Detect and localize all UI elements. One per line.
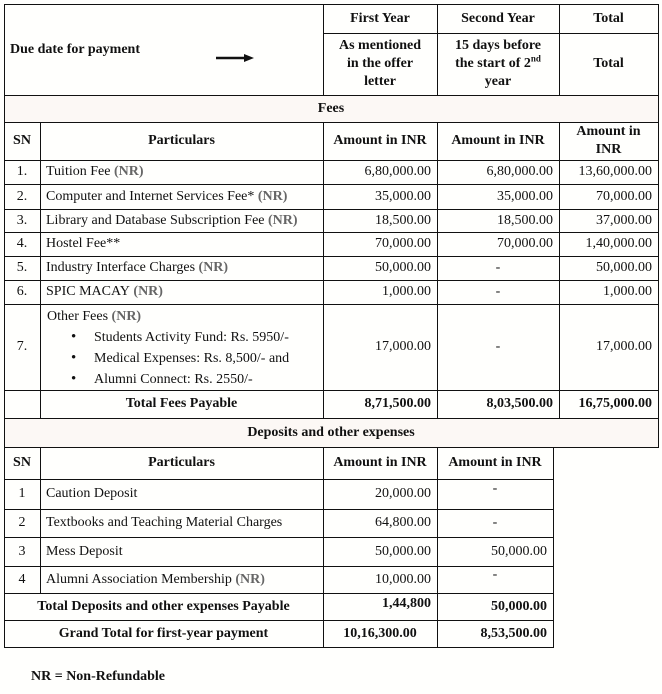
deposits-col-sn (4, 447, 40, 479)
col-second-year-text: Second Year (461, 10, 535, 26)
deposits-col-sn-text: SN (13, 455, 31, 470)
row-amount-first: 20,000.00 (375, 486, 431, 501)
row-amount-total: 37,000.00 (596, 212, 652, 228)
row-particulars (40, 280, 323, 304)
row-amount-second: 70,000.00 (497, 236, 553, 251)
row-sn: 6. (16, 284, 28, 299)
deposits-col-amount-first-text: Amount in INR (333, 455, 427, 470)
row-amount-total: 1,40,000.00 (585, 236, 652, 251)
fees-col-particulars (40, 122, 323, 160)
row-amount-first: 6,80,000.00 (364, 164, 431, 179)
fees-total-label: Total Fees Payable (125, 396, 238, 411)
row-amount-first: 64,800.00 (375, 515, 431, 530)
footnote-nr: NR = Non-Refundable (31, 669, 165, 684)
fees-total-first: 8,71,500.00 (364, 396, 431, 411)
row-particulars (40, 537, 323, 566)
fees-col-amount-first-text: Amount in INR (333, 133, 427, 148)
row-label: Industry Interface Charges (46, 260, 196, 275)
other-fees-item: • Students Activity Fund: Rs. 5950/- (94, 327, 317, 348)
nr-badge: (NR) (133, 284, 163, 299)
row-label: SPIC MACAY (46, 284, 130, 299)
right-arrow-icon (216, 53, 254, 63)
ordinal-suffix: nd (530, 53, 541, 64)
row-particulars (40, 209, 323, 232)
row-label: Computer and Internet Services Fee* (46, 188, 255, 204)
fees-col-particulars-text: Particulars (148, 133, 215, 148)
nr-badge: (NR) (268, 212, 298, 228)
nr-badge: (NR) (198, 260, 229, 275)
row-amount-total: 70,000.00 (596, 188, 652, 204)
grand-total-label: Grand Total for first-year payment (58, 625, 269, 641)
row-amount-second: - (492, 481, 498, 496)
col-second-year-header (437, 4, 559, 33)
deposits-section-title-text: Deposits and other expenses (247, 424, 415, 440)
deposits-section-title (4, 418, 658, 447)
fees-col-amount-second-text: Amount in INR (451, 133, 545, 148)
row-sn: 5. (16, 260, 28, 275)
grand-total-first: 10,16,300.00 (343, 625, 417, 641)
row-amount-second: 35,000.00 (497, 188, 553, 204)
row-amount-first: 35,000.00 (375, 188, 431, 204)
fees-col-sn (4, 122, 40, 160)
row-label: Hostel Fee** (46, 236, 121, 251)
row-particulars (40, 566, 323, 593)
row-particulars (40, 479, 323, 509)
fees-section-title-text: Fees (317, 100, 345, 116)
nr-badge: (NR) (111, 309, 142, 324)
row-amount-second: - (495, 284, 501, 299)
due-total-text: Total (593, 56, 624, 71)
fees-total-second: 8,03,500.00 (486, 396, 553, 411)
row-amount-second: - (492, 515, 498, 530)
nr-badge: (NR) (235, 571, 265, 587)
row-sn: 7. (16, 339, 28, 354)
fees-col-amount-total-line: INR (595, 142, 622, 157)
row-label: Mess Deposit (46, 543, 123, 559)
due-first-year-line: letter (364, 74, 396, 89)
row-sn: 4 (18, 571, 26, 587)
row-amount-second: - (495, 339, 501, 354)
row-label: Other Fees (47, 309, 109, 324)
row-amount-second: 6,80,000.00 (486, 164, 553, 179)
fees-col-sn-text: SN (13, 133, 31, 148)
row-sn: 3 (18, 543, 26, 559)
row-label: Caution Deposit (46, 486, 138, 501)
other-fees-item: • Medical Expenses: Rs. 8,500/- and (94, 348, 317, 369)
fees-col-amount-second (437, 122, 559, 160)
col-first-year-header (323, 4, 437, 33)
row-sn: 3. (16, 212, 28, 228)
row-particulars-other (40, 304, 323, 390)
row-sn: 2 (18, 515, 26, 530)
row-label: Tuition Fee (46, 164, 111, 179)
fees-col-amount-first (323, 122, 437, 160)
row-sn: 1 (18, 486, 26, 501)
row-particulars (40, 160, 323, 184)
row-label: Library and Database Subscription Fee (46, 212, 265, 228)
col-total-text: Total (593, 10, 624, 26)
nr-badge: (NR) (113, 164, 144, 179)
row-amount-first: 1,000.00 (382, 284, 431, 299)
row-amount-second: - (492, 566, 498, 582)
due-second-year-line: 15 days before (454, 38, 542, 53)
row-sn: 2. (16, 188, 28, 204)
row-particulars (40, 232, 323, 256)
row-amount-second: 18,500.00 (497, 212, 553, 228)
col-total-header (559, 4, 658, 33)
other-fees-item: • Alumni Connect: Rs. 2550/- (94, 369, 317, 390)
due-date-label-text: Due date for payment (10, 41, 141, 57)
deposits-col-amount-second-text: Amount in INR (448, 455, 542, 470)
due-second-year-line (455, 55, 541, 73)
due-date-label (4, 4, 204, 95)
row-amount-second: 50,000.00 (491, 543, 547, 559)
row-amount-first: 50,000.00 (375, 260, 431, 275)
row-amount-first: 18,500.00 (375, 212, 431, 228)
nr-badge: (NR) (257, 188, 288, 204)
deposits-total-second: 50,000.00 (491, 598, 547, 614)
row-particulars (40, 509, 323, 537)
deposits-col-particulars-text: Particulars (148, 455, 215, 470)
deposits-total-first: 1,44,800 (382, 595, 431, 611)
due-second-year-line: year (484, 74, 512, 89)
grand-total-second: 8,53,500.00 (480, 625, 547, 641)
other-fees-heading (47, 307, 317, 327)
due-first-year-line: in the offer (346, 56, 414, 71)
deposits-total-label: Total Deposits and other expenses Payable (37, 598, 290, 614)
row-amount-total: 1,000.00 (603, 284, 652, 299)
row-amount-total: 50,000.00 (596, 260, 652, 275)
due-first-year (323, 33, 437, 95)
col-first-year-text: First Year (350, 10, 410, 26)
row-particulars (40, 184, 323, 209)
row-amount-second: - (495, 260, 501, 275)
fees-total-total: 16,75,000.00 (578, 396, 652, 411)
other-fees-list (47, 327, 317, 390)
row-amount-first: 17,000.00 (375, 339, 431, 354)
row-label: Alumni Association Membership (46, 571, 232, 587)
row-sn: 4. (16, 236, 28, 251)
deposits-col-amount-first (323, 447, 437, 479)
row-amount-first: 50,000.00 (375, 543, 431, 559)
deposits-col-particulars (40, 447, 323, 479)
row-amount-first: 10,000.00 (375, 571, 431, 587)
row-sn: 1. (16, 164, 28, 179)
row-amount-total: 17,000.00 (596, 339, 652, 354)
fees-col-amount-total-line: Amount in (576, 124, 641, 139)
due-first-year-line: As mentioned (338, 38, 422, 53)
row-label: Textbooks and Teaching Material Charges (46, 515, 283, 530)
fees-col-amount-total (559, 122, 658, 160)
due-second-year-text: the start of 2 (455, 56, 531, 71)
due-second-year (437, 33, 559, 95)
fees-section-title (4, 95, 658, 122)
due-total (559, 33, 658, 95)
row-amount-first: 70,000.00 (375, 236, 431, 251)
row-particulars (40, 256, 323, 280)
row-amount-total: 13,60,000.00 (578, 164, 652, 179)
